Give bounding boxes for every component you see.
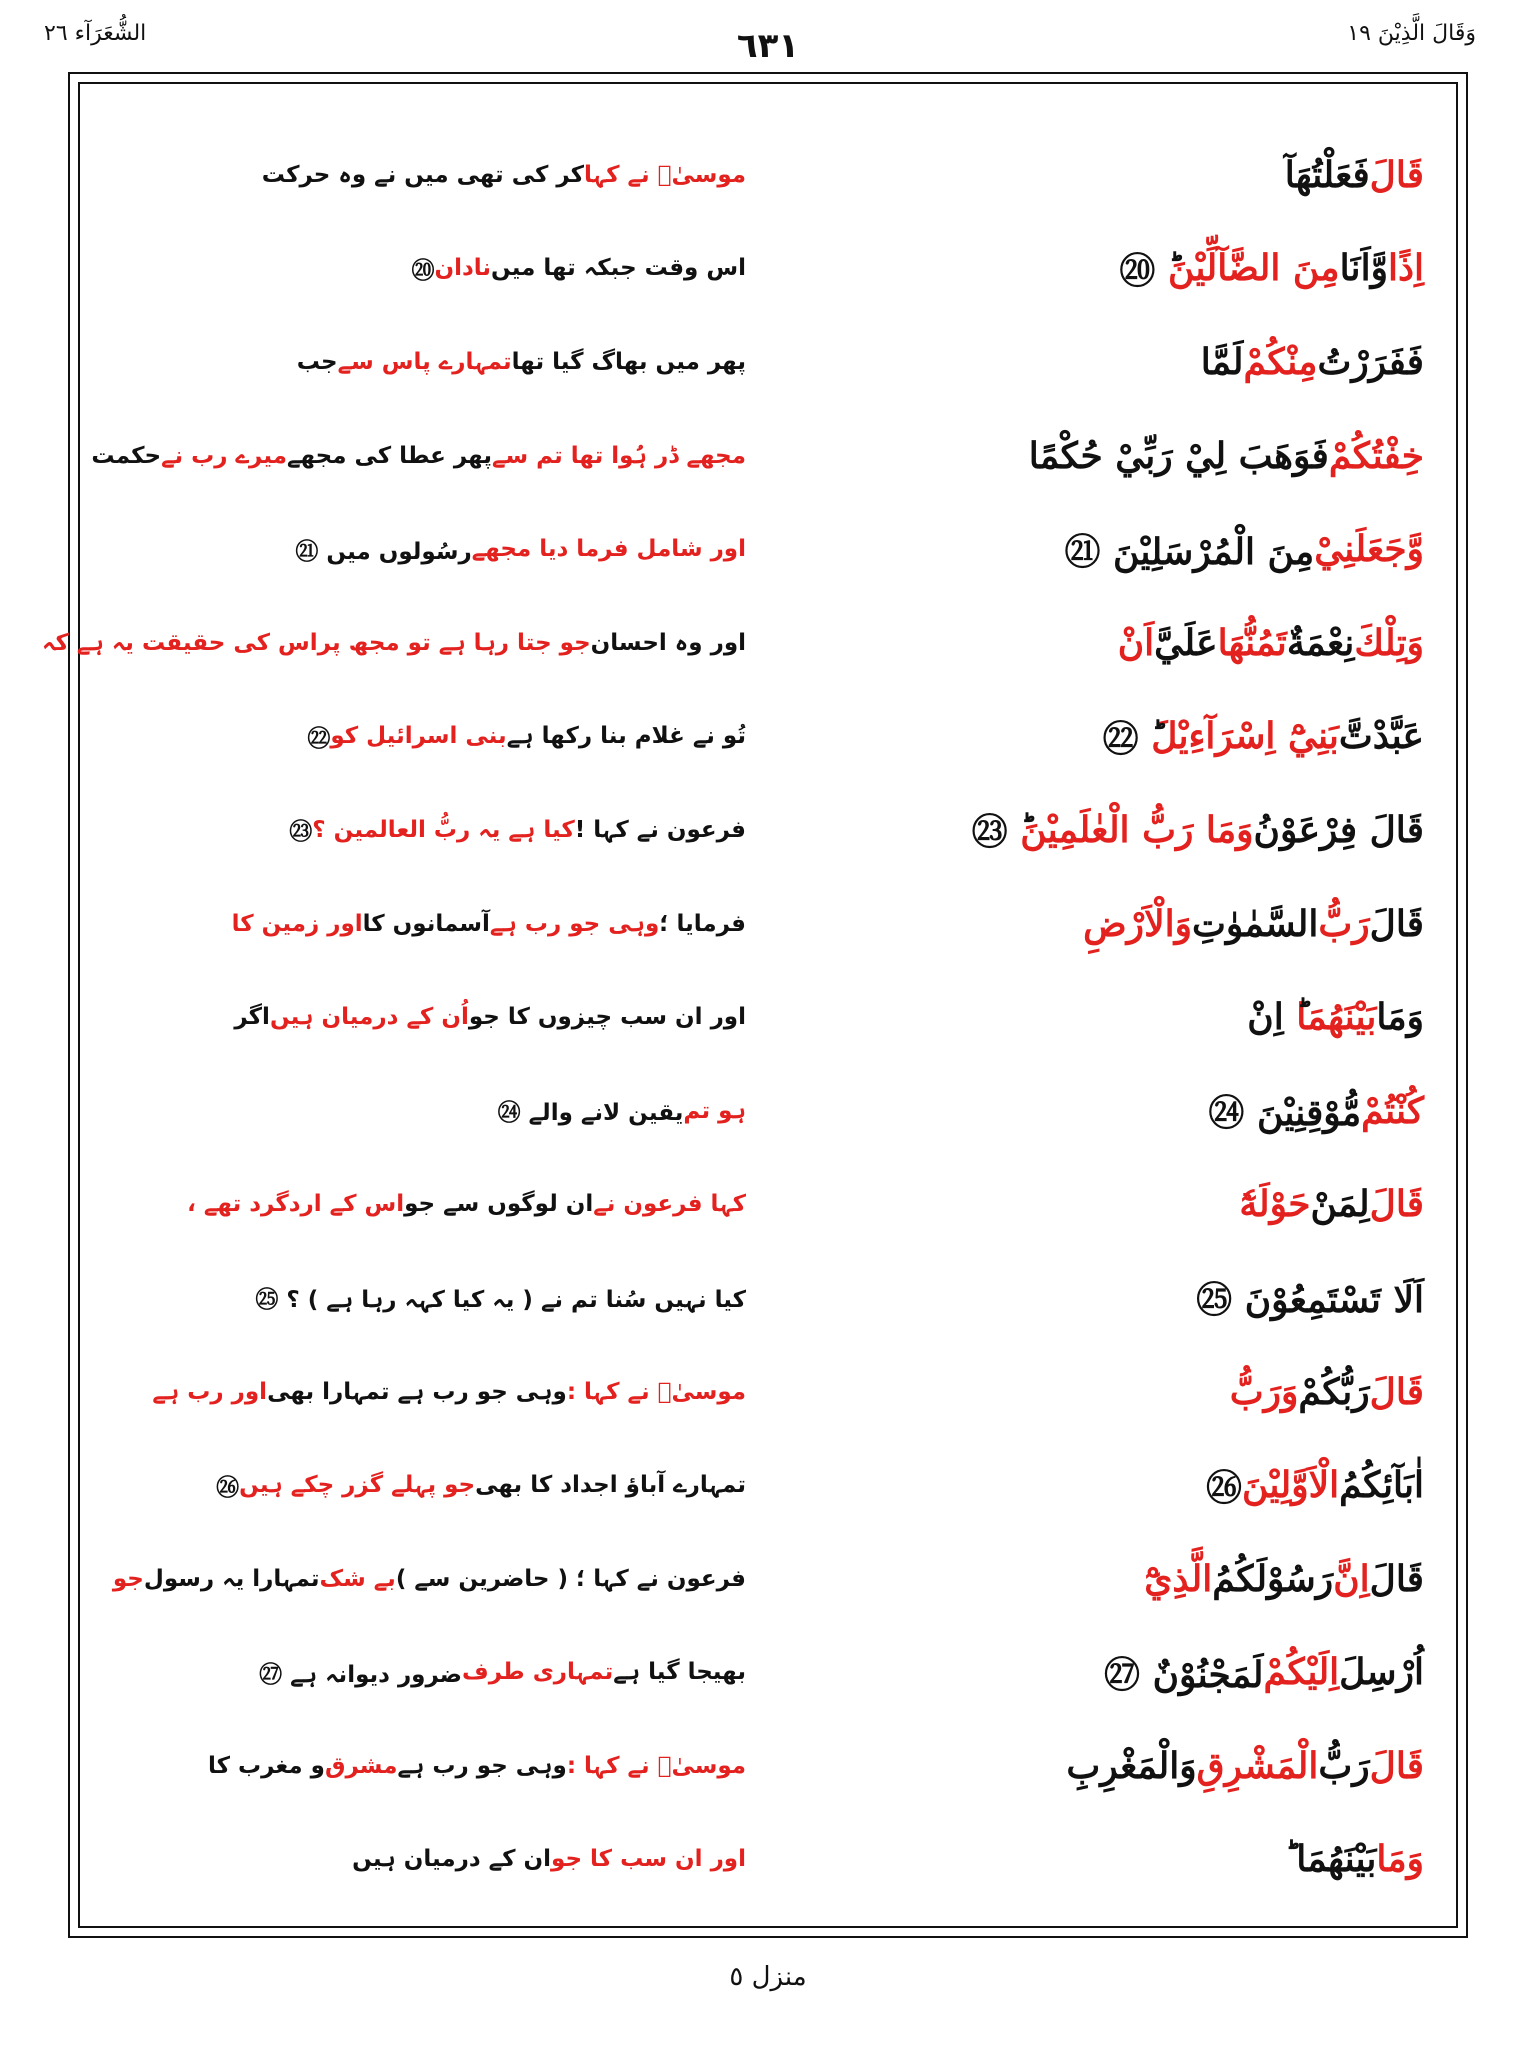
arabic-line bbox=[784, 1345, 1424, 1439]
urdu-line-segment: حکمت bbox=[91, 442, 162, 469]
urdu-line-segment: اگر bbox=[234, 1004, 270, 1031]
arabic-line-segment: ؕ ㉓ bbox=[971, 811, 1021, 854]
urdu-line-segment: تمہارا یہ رسول bbox=[143, 1565, 320, 1592]
arabic-line-segment: قَالَ bbox=[1369, 902, 1424, 945]
urdu-line-segment: کیا نہیں سُنا تم نے ( یہ کیا کہہ رہا ہے ) ؟ ㉕ bbox=[255, 1287, 746, 1314]
arabic-line-segment: لِمَنْ bbox=[1310, 1183, 1370, 1226]
urdu-line-segment: بے شک bbox=[319, 1565, 396, 1592]
urdu-line bbox=[91, 409, 746, 503]
urdu-line bbox=[136, 1251, 746, 1345]
urdu-line-segment: جو جتا رہا ہے تو مجھ پر bbox=[317, 629, 591, 656]
urdu-line-segment: مشرق bbox=[324, 1752, 398, 1779]
urdu-line-segment: اس وقت جبکہ تھا میں bbox=[491, 255, 746, 282]
urdu-line-segment: بھیجا گیا ہے bbox=[613, 1659, 746, 1686]
arabic-line-segment: الْمَشْرِقِ bbox=[1196, 1744, 1319, 1787]
urdu-line bbox=[136, 783, 746, 877]
arabic-line-segment: ㉖ bbox=[1205, 1466, 1242, 1509]
surah-label: الشُّعَرَآء ٢٦ bbox=[44, 21, 147, 46]
urdu-line-segment: و مغرب کا bbox=[207, 1752, 325, 1779]
urdu-line-segment: وہی جو رب ہے تمہارا بھی bbox=[267, 1378, 567, 1405]
arabic-line bbox=[784, 409, 1424, 503]
arabic-text-column bbox=[784, 128, 1424, 1906]
urdu-line-segment: ان کے درمیان ہیں bbox=[352, 1846, 552, 1873]
arabic-line-segment: وَرَبُّ bbox=[1229, 1370, 1299, 1413]
arabic-line-segment: رَسُوْلَكُمُ bbox=[1212, 1557, 1334, 1600]
arabic-line bbox=[784, 1813, 1424, 1907]
urdu-line-segment: رسُولوں میں ㉑ bbox=[295, 538, 472, 565]
arabic-line-segment: وَّجَعَلَنِيْ bbox=[1314, 528, 1424, 571]
urdu-line-segment: جو bbox=[112, 1565, 144, 1592]
arabic-line-segment: اٰبَآئِكُمُ bbox=[1339, 1464, 1424, 1507]
arabic-line-segment: وَمَا bbox=[1376, 1838, 1424, 1881]
arabic-line-segment: السَّمٰوٰتِ bbox=[1191, 902, 1319, 945]
urdu-line bbox=[136, 1813, 746, 1907]
arabic-line-segment: بَيْنَهُمَا bbox=[1296, 996, 1377, 1039]
urdu-line-segment: اور زمین کا bbox=[231, 910, 363, 937]
arabic-line bbox=[784, 1251, 1424, 1345]
urdu-line bbox=[42, 596, 746, 690]
arabic-line-segment: عَلَيَّ bbox=[1154, 621, 1218, 664]
arabic-line-segment: اَلَا تَسْتَمِعُوْنَ ㉕ bbox=[1196, 1279, 1424, 1322]
urdu-line-segment: اس کے اردگرد تھے ، bbox=[187, 1191, 405, 1218]
urdu-line-segment: کر کی تھی میں نے وہ حرکت bbox=[261, 161, 585, 188]
urdu-line bbox=[136, 690, 746, 784]
arabic-line-segment: لَمَجْنُوْنٌ ㉗ bbox=[1104, 1653, 1264, 1696]
urdu-line bbox=[136, 877, 746, 971]
urdu-line bbox=[136, 1345, 746, 1439]
urdu-line-segment: ㉒ bbox=[307, 725, 331, 752]
urdu-line bbox=[136, 1719, 746, 1813]
arabic-line bbox=[784, 596, 1424, 690]
urdu-line-segment: اور وہ احسان bbox=[590, 629, 746, 656]
urdu-line-segment: فرعون نے کہا ! bbox=[574, 816, 746, 843]
manzil-footer: منزل ٥ bbox=[729, 1962, 807, 1992]
urdu-line-segment: کیا ہے یہ ربُّ العالمین ؟ bbox=[312, 816, 575, 843]
urdu-line-segment: آسمانوں کا bbox=[362, 910, 490, 937]
urdu-line-segment: میرے رب نے bbox=[161, 442, 287, 469]
urdu-line-segment: پھر عطا کی مجھے bbox=[286, 442, 492, 469]
urdu-line-segment: تُو نے غلام بنا رکھا ہے bbox=[506, 723, 746, 750]
urdu-line-segment: کہا فرعون نے bbox=[593, 1191, 746, 1218]
urdu-line bbox=[136, 502, 746, 596]
arabic-line-segment: قَالَ bbox=[1369, 1744, 1424, 1787]
arabic-line-segment: قَالَ فِرْعَوْنُ bbox=[1253, 808, 1424, 851]
arabic-line-segment: ؕ ㉒ bbox=[1102, 717, 1152, 760]
urdu-line bbox=[136, 1626, 746, 1720]
urdu-line-segment: تمہارے آباؤ اجداد کا بھی bbox=[475, 1472, 746, 1499]
urdu-line bbox=[112, 1532, 746, 1626]
arabic-line-segment: وَمَا bbox=[1376, 996, 1424, 1039]
urdu-line-segment: ㉖ bbox=[216, 1474, 240, 1501]
arabic-line bbox=[784, 1719, 1424, 1813]
urdu-line bbox=[136, 315, 746, 409]
arabic-line-segment: فَفَرَرْتُ bbox=[1317, 340, 1424, 383]
arabic-line-segment: تَمُنُّهَا bbox=[1217, 621, 1287, 664]
arabic-line-segment: قَالَ bbox=[1369, 1183, 1424, 1226]
arabic-line bbox=[784, 1064, 1424, 1158]
juz-label: وَقَالَ الَّذِيْنَ ١٩ bbox=[1347, 21, 1476, 46]
arabic-line bbox=[784, 1158, 1424, 1252]
urdu-line-segment: نادان bbox=[434, 255, 492, 282]
arabic-line bbox=[784, 1532, 1424, 1626]
arabic-line-segment: خِفْتُكُمْ bbox=[1328, 434, 1424, 477]
urdu-line-segment: وہی جو رب ہے bbox=[397, 1752, 567, 1779]
arabic-line-segment: قَالَ bbox=[1369, 1370, 1424, 1413]
arabic-line-segment: وَمَا رَبُّ الْعٰلَمِيْنَ bbox=[1020, 808, 1254, 851]
urdu-line-segment: ㉓ bbox=[289, 819, 313, 846]
arabic-line bbox=[784, 877, 1424, 971]
urdu-line bbox=[136, 1064, 746, 1158]
arabic-line-segment: بَنِيْٓ اِسْرَآءِيْلَ bbox=[1151, 715, 1339, 758]
urdu-line-segment: فرمایا ؛ bbox=[659, 910, 746, 937]
urdu-line bbox=[136, 970, 746, 1064]
arabic-line-segment: الْاَوَّلِيْنَ bbox=[1241, 1464, 1340, 1507]
urdu-line-segment: وہی جو رب ہے bbox=[489, 910, 660, 937]
arabic-line bbox=[784, 502, 1424, 596]
arabic-line bbox=[784, 1438, 1424, 1532]
urdu-line-segment: بنی اسرائیل کو bbox=[330, 723, 507, 750]
urdu-line bbox=[136, 1438, 746, 1532]
arabic-line-segment: مِنْكُمْ bbox=[1243, 340, 1318, 383]
arabic-line bbox=[784, 128, 1424, 222]
arabic-line-segment: فَوَهَبَ لِيْ رَبِّيْ حُكْمًا bbox=[1028, 434, 1329, 477]
urdu-line-segment: جو پہلے گزر چکے ہیں bbox=[239, 1472, 476, 1499]
arabic-line bbox=[784, 970, 1424, 1064]
arabic-line-segment: اِلَيْكُمْ bbox=[1263, 1651, 1340, 1694]
arabic-line-segment: مِنَ الْمُرْسَلِيْنَ ㉑ bbox=[1064, 530, 1315, 573]
arabic-line-segment: وَالْاَرْضِ bbox=[1083, 902, 1192, 945]
urdu-line-segment: ان لوگوں سے جو bbox=[404, 1191, 594, 1218]
urdu-line-segment: موسیٰؑ نے کہا : bbox=[566, 1752, 746, 1779]
arabic-line-segment: حَوْلَهٗٓ bbox=[1239, 1183, 1311, 1226]
arabic-line-segment: قَالَ bbox=[1369, 1557, 1424, 1600]
arabic-line-segment: نِعْمَةٌ bbox=[1286, 621, 1355, 664]
arabic-line-segment: لَمَّا bbox=[1200, 340, 1244, 383]
arabic-line-segment: كُنْتُمْ bbox=[1361, 1089, 1424, 1132]
urdu-line-segment: اور رب ہے bbox=[152, 1378, 268, 1405]
arabic-line bbox=[784, 783, 1424, 877]
arabic-line-segment: عَبَّدْتَّ bbox=[1338, 715, 1424, 758]
arabic-line-segment: رَبُّ bbox=[1318, 1744, 1370, 1787]
urdu-line-segment: مجھے ڈر ہُوا تھا تم سے bbox=[492, 442, 746, 469]
arabic-line-segment: ؕ اِنْ bbox=[1247, 996, 1297, 1039]
urdu-line bbox=[136, 128, 746, 222]
arabic-line-segment: رَبُّ bbox=[1318, 902, 1370, 945]
arabic-line-segment: بَيْنَهُمَا ؕ bbox=[1284, 1838, 1377, 1881]
urdu-line-segment: ہو تم bbox=[683, 1097, 746, 1124]
arabic-line bbox=[784, 1626, 1424, 1720]
urdu-line-segment: یقین لانے والے ㉔ bbox=[497, 1100, 684, 1127]
arabic-line-segment: وَتِلْكَ bbox=[1354, 621, 1424, 664]
urdu-translation-column bbox=[42, 128, 746, 1906]
arabic-line bbox=[784, 690, 1424, 784]
urdu-line-segment: اُن کے درمیان ہیں bbox=[269, 1004, 469, 1031]
urdu-line bbox=[136, 222, 746, 316]
arabic-line-segment: مِنَ الضَّآلِّيْنَ bbox=[1167, 247, 1340, 290]
arabic-line-segment: اَنْ bbox=[1117, 621, 1155, 664]
urdu-line-segment: جب bbox=[296, 348, 338, 375]
urdu-line-segment: اس کی حقیقت یہ ہے کہ bbox=[42, 629, 318, 656]
page-number: ٦٣١ bbox=[736, 26, 800, 66]
arabic-line-segment: اِنَّ bbox=[1333, 1557, 1370, 1600]
arabic-line-segment: اُرْسِلَ bbox=[1339, 1651, 1424, 1694]
urdu-line-segment: تمہاری طرف bbox=[462, 1659, 614, 1686]
arabic-line-segment: الَّذِيْٓ bbox=[1144, 1557, 1213, 1600]
arabic-line-segment: اِذًا bbox=[1387, 247, 1424, 290]
arabic-line bbox=[784, 315, 1424, 409]
urdu-line-segment: ضرور دیوانہ ہے ㉗ bbox=[259, 1661, 463, 1688]
urdu-line-segment: ⑳ bbox=[411, 257, 435, 284]
arabic-line-segment: وَّاَنَا bbox=[1339, 247, 1388, 290]
arabic-line bbox=[784, 222, 1424, 316]
urdu-line-segment: اور ان سب کا جو bbox=[551, 1846, 746, 1873]
urdu-line bbox=[136, 1158, 746, 1252]
arabic-line-segment: رَبُّكُمْ bbox=[1298, 1370, 1370, 1413]
urdu-line-segment: موسیٰؑ نے کہا bbox=[584, 161, 746, 188]
urdu-line-segment: فرعون نے کہا ؛ ( حاضرین سے ) bbox=[395, 1565, 746, 1592]
arabic-line-segment: وَالْمَغْرِبِ bbox=[1066, 1744, 1197, 1787]
urdu-line-segment: اور ان سب چیزوں کا جو bbox=[468, 1004, 746, 1031]
urdu-line-segment: اور شامل فرما دیا مجھے bbox=[471, 536, 746, 563]
urdu-line-segment: تمہارے پاس سے bbox=[337, 348, 512, 375]
arabic-line-segment: ؕ ⑳ bbox=[1119, 249, 1168, 292]
arabic-line-segment: قَالَ bbox=[1369, 153, 1424, 196]
urdu-line-segment: موسیٰؑ نے کہا : bbox=[566, 1378, 746, 1405]
urdu-line-segment: پھر میں بھاگ گیا تھا bbox=[511, 348, 746, 375]
arabic-line-segment: مُّوْقِنِيْنَ ㉔ bbox=[1208, 1092, 1362, 1135]
arabic-line-segment: فَعَلْتُهَآ bbox=[1284, 153, 1370, 196]
